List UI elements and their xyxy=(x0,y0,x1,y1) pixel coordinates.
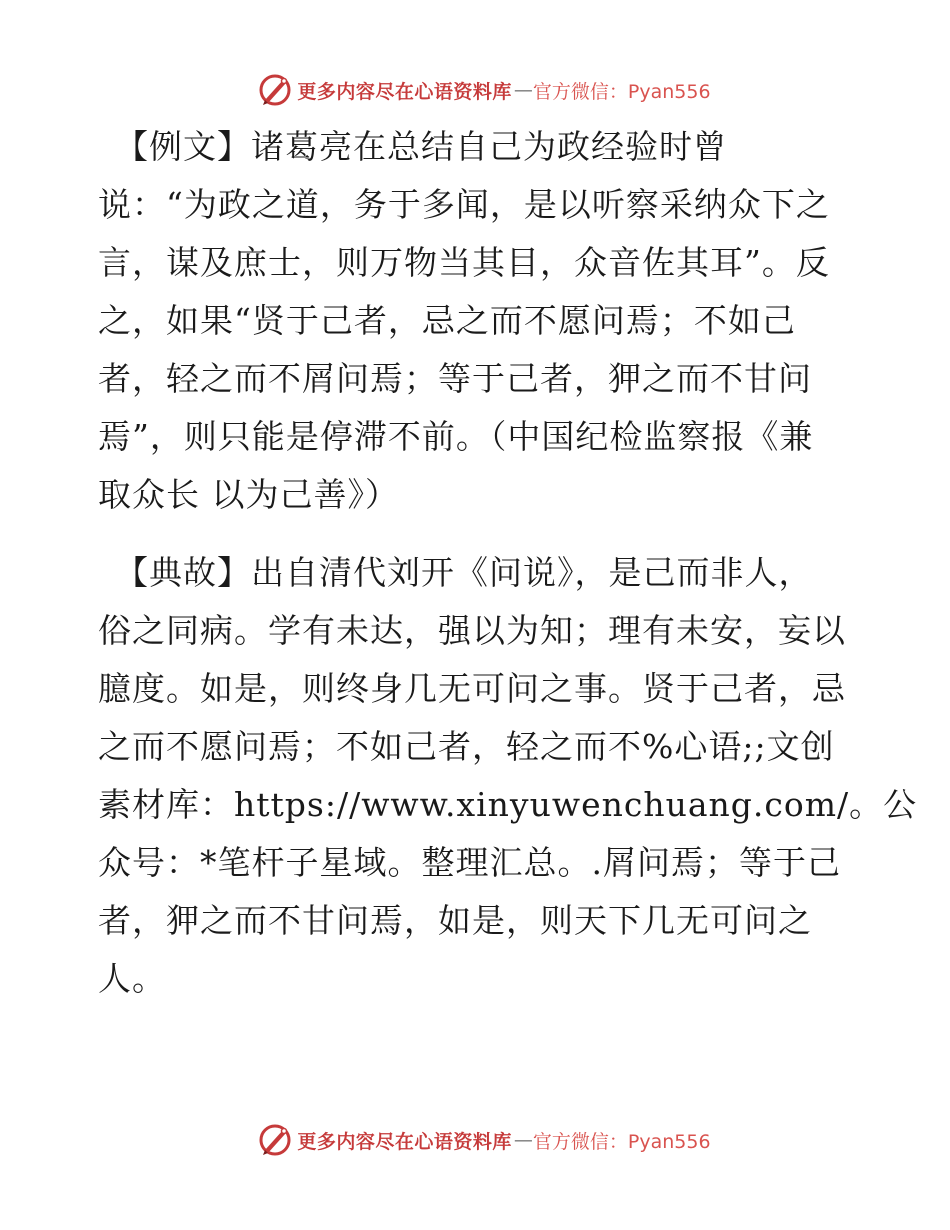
example-line-2: 说：“为政之道，务于多闻，是以听察采纳众下之 xyxy=(98,185,830,224)
allusion-line-5: 素材库：https://www.xinyuwenchuang.com/。公 xyxy=(98,785,918,824)
footer-banner-contact: 官方微信：Pyan556 xyxy=(532,1130,711,1153)
example-line-5: 者，轻之而不屑问焉；等于己者，狎之而不甘问 xyxy=(98,359,812,398)
footer-banner-separator: — xyxy=(513,1129,533,1151)
footer-banner-inner xyxy=(257,1122,710,1158)
allusion-line-1: 【典故】出自清代刘开《问说》，是己而非人， xyxy=(115,553,813,592)
allusion-line-2: 俗之同病。学有未达，强以为知；理有未安，妄以 xyxy=(98,611,846,650)
header-banner-text: 更多内容尽在心语资料库 xyxy=(297,80,512,103)
pen-logo-icon xyxy=(257,72,293,108)
footer-banner xyxy=(0,1120,950,1160)
example-line-7: 取众长 以为己善》） xyxy=(98,475,399,514)
footer-banner-text: 更多内容尽在心语资料库 xyxy=(297,1130,512,1153)
example-line-3: 言，谋及庶士，则万物当其目，众音佐其耳”。反 xyxy=(98,243,830,282)
example-line-4: 之，如果“贤于己者，忌之而不愿问焉；不如己 xyxy=(98,301,796,340)
document-body xyxy=(98,118,918,1008)
header-banner-contact: 官方微信：Pyan556 xyxy=(532,80,711,103)
header-banner xyxy=(0,70,950,110)
header-banner-inner xyxy=(257,72,710,108)
allusion-line-3: 臆度。如是，则终身几无可问之事。贤于己者，忌 xyxy=(98,669,846,708)
allusion-line-7: 者，狎之而不甘问焉，如是，则天下几无可问之 xyxy=(98,901,812,940)
allusion-paragraph xyxy=(98,544,918,1008)
allusion-line-6: 众号：*笔杆子星域。整理汇总。.屑问焉；等于己 xyxy=(98,843,841,882)
allusion-line-4: 之而不愿问焉；不如己者，轻之而不%心语;;文创 xyxy=(98,727,835,766)
allusion-line-8: 人。 xyxy=(98,959,166,998)
example-line-1: 【例文】诸葛亮在总结自己为政经验时曾 xyxy=(115,127,727,166)
pen-logo-icon xyxy=(257,1122,293,1158)
example-line-6: 焉”，则只能是停滞不前。（中国纪检监察报《兼 xyxy=(98,417,814,456)
header-banner-separator: — xyxy=(513,79,533,101)
example-paragraph xyxy=(98,118,858,524)
